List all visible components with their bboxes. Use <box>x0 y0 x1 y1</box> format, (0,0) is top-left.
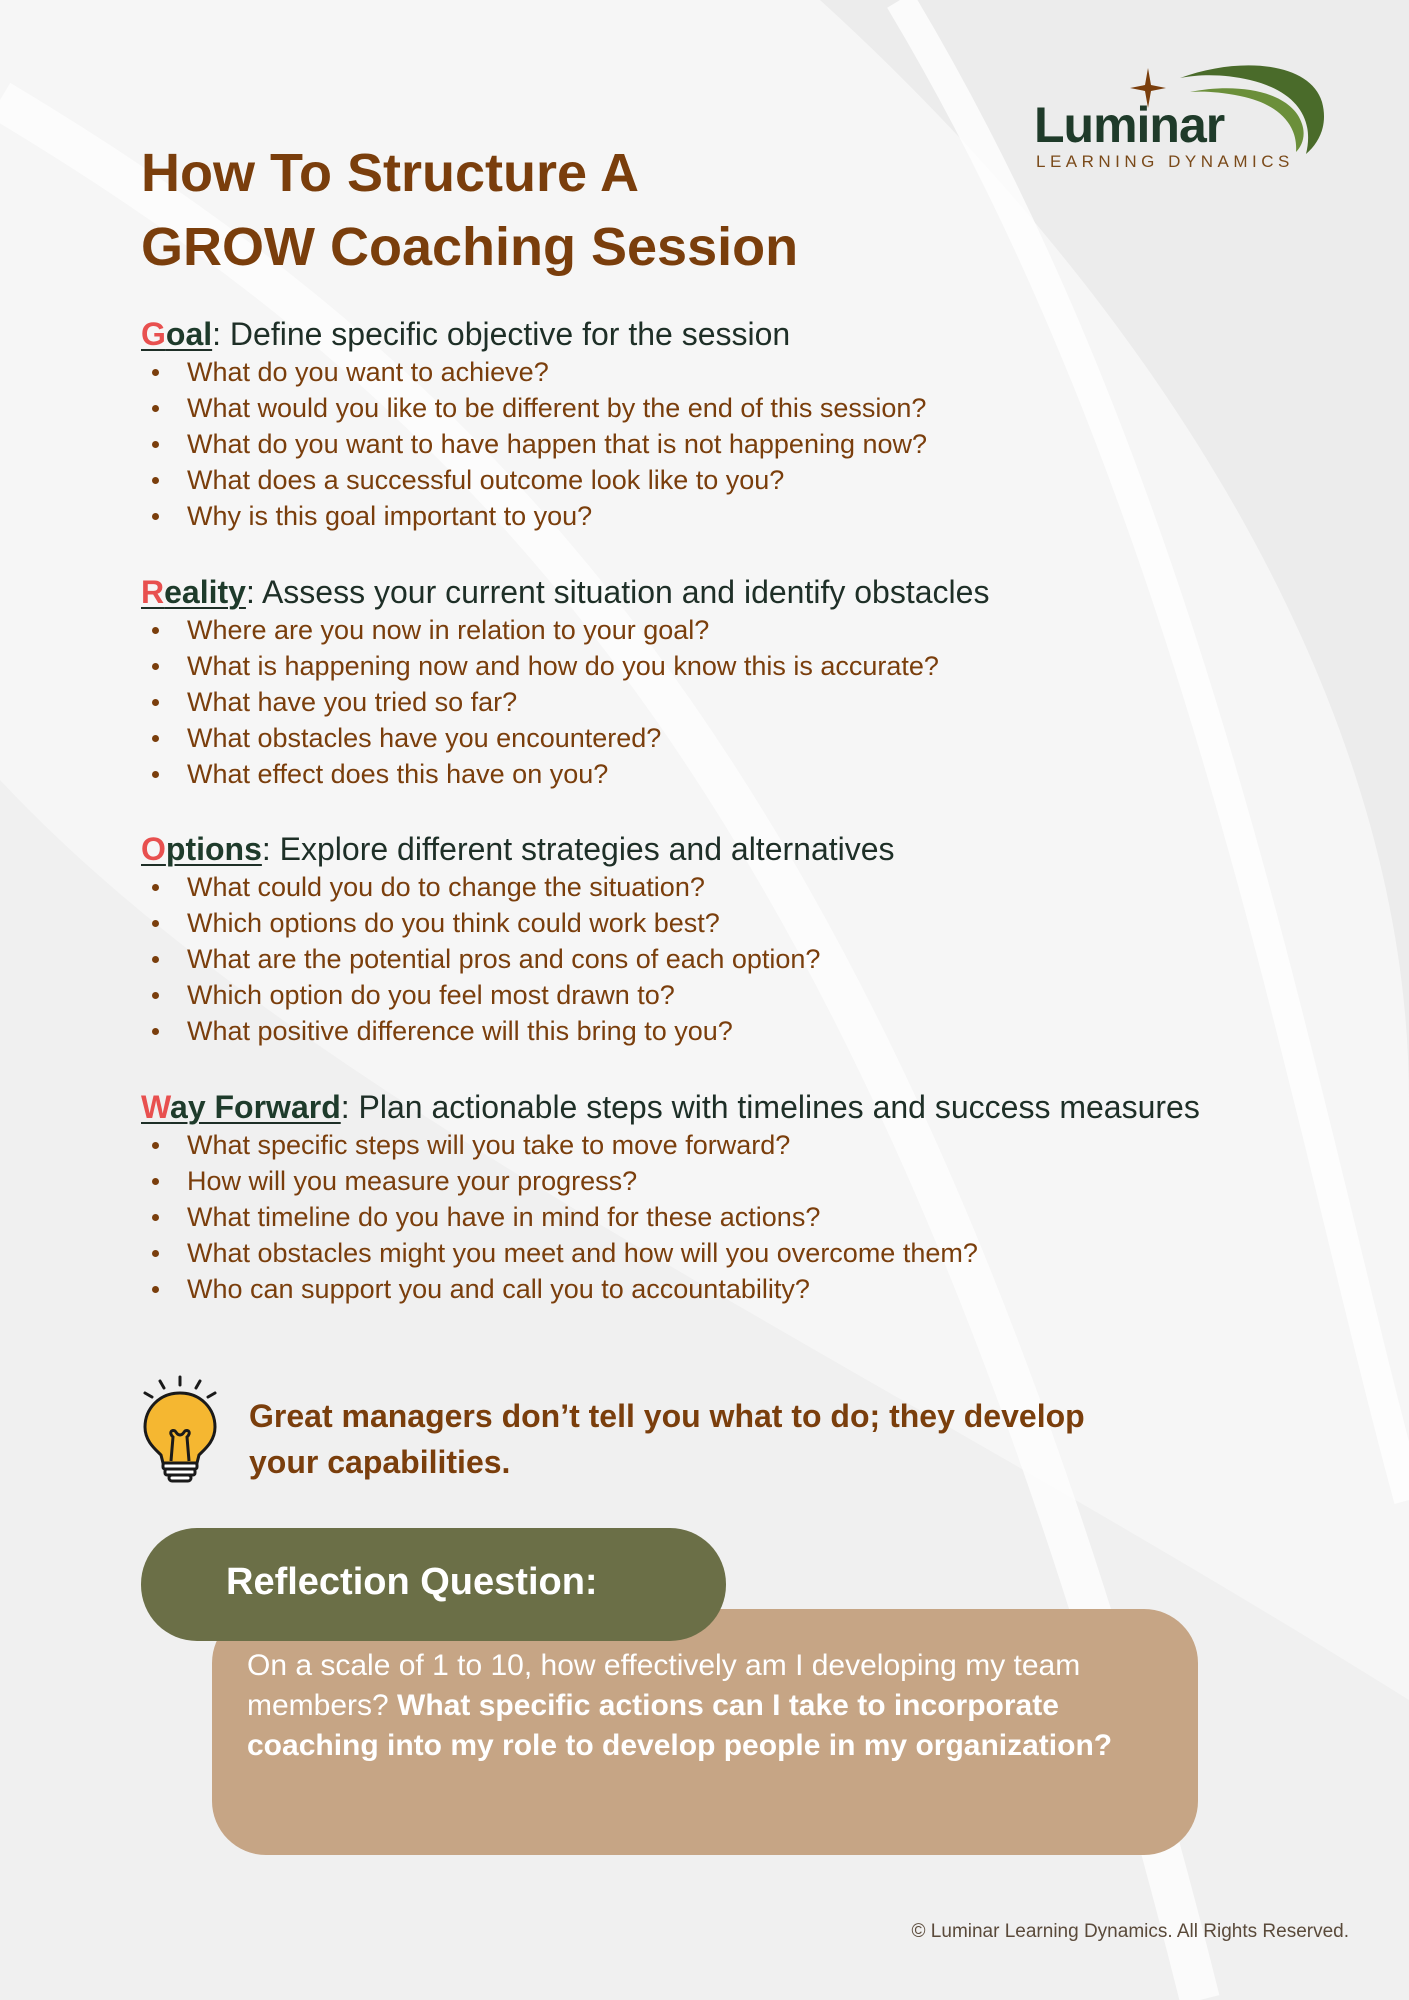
list-item: What timeline do you have in mind for these actions? <box>141 1199 1341 1235</box>
reflection-heading: Reflection Question: <box>226 1561 598 1603</box>
keyword-first-letter: O <box>141 831 166 867</box>
list-item: What does a successful outcome look like to you? <box>141 462 1341 498</box>
list-item: What are the potential pros and cons of each option? <box>141 941 1341 977</box>
list-item: What would you like to be different by the end of this session? <box>141 390 1341 426</box>
section-description: : Assess your current situation and identify obstacles <box>245 574 990 610</box>
question-list <box>141 612 1341 792</box>
company-logo <box>1030 60 1330 180</box>
section-way-forward <box>141 1087 1341 1307</box>
section-goal <box>141 314 1341 534</box>
question-list <box>141 354 1341 534</box>
section-description: : Plan actionable steps with timelines and success measures <box>340 1089 1200 1125</box>
list-item: What could you do to change the situation? <box>141 869 1341 905</box>
keyword-rest: eality <box>164 574 246 610</box>
quote-line-1: Great managers don’t tell you what to do; they develop <box>249 1398 1085 1434</box>
list-item: What do you want to achieve? <box>141 354 1341 390</box>
section-heading <box>141 314 1341 354</box>
section-keyword <box>141 831 262 867</box>
keyword-rest: oal <box>165 316 213 352</box>
reflection-text <box>247 1646 1177 1766</box>
page-title-line-2: GROW Coaching Session <box>141 217 799 277</box>
quote-text <box>249 1393 1249 1485</box>
section-description: : Explore different strategies and alternatives <box>261 831 895 867</box>
reflection-text-bold: What specific actions can I take to incorporate coaching into my role to develop people in my organization? <box>247 1689 1113 1762</box>
section-reality <box>141 572 1341 792</box>
question-list <box>141 1127 1341 1307</box>
keyword-first-letter: W <box>141 1089 171 1125</box>
keyword-rest: ay Forward <box>170 1089 341 1125</box>
list-item: What positive difference will this bring to you? <box>141 1013 1341 1049</box>
section-keyword <box>141 1089 341 1125</box>
list-item: What specific steps will you take to move forward? <box>141 1127 1341 1163</box>
section-keyword <box>141 316 212 352</box>
list-item: What obstacles have you encountered? <box>141 720 1341 756</box>
list-item: Who can support you and call you to accountability? <box>141 1271 1341 1307</box>
question-list <box>141 869 1341 1049</box>
page-title-line-1: How To Structure A <box>141 143 639 203</box>
list-item: Where are you now in relation to your goal? <box>141 612 1341 648</box>
list-item: How will you measure your progress? <box>141 1163 1341 1199</box>
keyword-first-letter: R <box>141 574 165 610</box>
section-heading <box>141 572 1341 612</box>
page-title <box>141 136 798 284</box>
reflection-text-regular: On a scale of 1 to 10, how effectively am I developing my team members? <box>247 1649 1081 1722</box>
list-item: What do you want to have happen that is not happening now? <box>141 426 1341 462</box>
section-heading <box>141 829 1341 869</box>
section-options <box>141 829 1341 1049</box>
list-item: Which options do you think could work best? <box>141 905 1341 941</box>
quote-line-2: your capabilities. <box>249 1444 511 1480</box>
logo-tagline: LEARNING DYNAMICS <box>1036 152 1294 171</box>
copyright-footer: © Luminar Learning Dynamics. All Rights Reserved. <box>911 1921 1349 1942</box>
keyword-rest: ptions <box>165 831 262 867</box>
section-description: : Define specific objective for the session <box>212 316 791 352</box>
logo-wordmark: Luminar <box>1034 97 1225 153</box>
list-item: What have you tried so far? <box>141 684 1341 720</box>
section-keyword <box>141 574 246 610</box>
keyword-first-letter: G <box>141 316 166 352</box>
lightbulb-icon <box>135 1375 225 1485</box>
list-item: Which option do you feel most drawn to? <box>141 977 1341 1013</box>
list-item: What is happening now and how do you know this is accurate? <box>141 648 1341 684</box>
section-heading <box>141 1087 1341 1127</box>
list-item: What effect does this have on you? <box>141 756 1341 792</box>
list-item: Why is this goal important to you? <box>141 498 1341 534</box>
list-item: What obstacles might you meet and how will you overcome them? <box>141 1235 1341 1271</box>
